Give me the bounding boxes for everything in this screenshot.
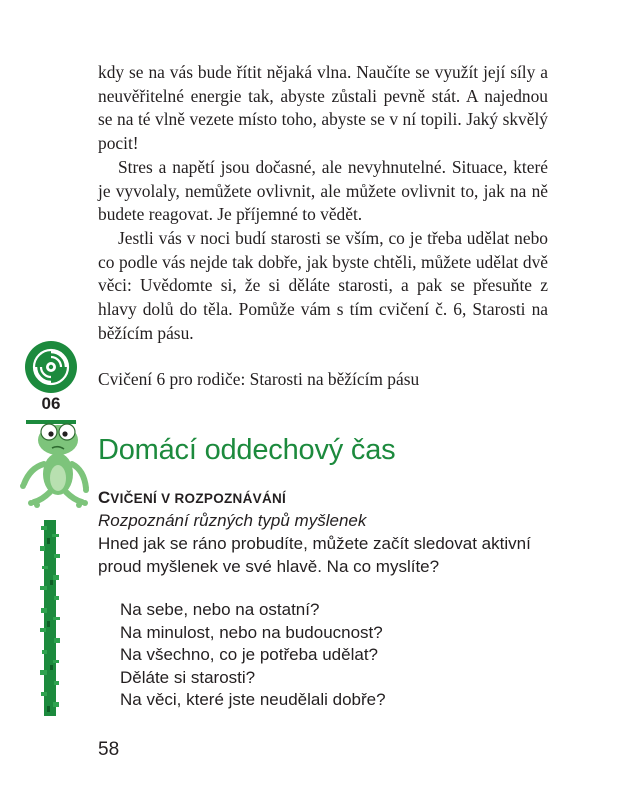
list-item: Na minulost, nebo na budoucnost?	[120, 622, 383, 642]
exercise-title-initial: C	[98, 488, 111, 507]
paragraph: Stres a napětí jsou dočasné, ale nevyhnutelné. Situace, které je vyvolaly, nemůžete ovlivnit, ale můžete ovlivnit to, jak na ně budete reagovat. Je příjemné to vědět.	[98, 156, 548, 225]
exercise-title-rest: VIČENÍ V ROZPOZNÁVÁNÍ	[110, 491, 287, 506]
audio-track-label: Cvičení 6 pro rodiče: Starosti na běžícím pásu	[98, 369, 420, 389]
list-item: Na věci, které jste neudělali dobře?	[120, 690, 386, 709]
section-title: Domácí oddechový čas	[98, 434, 396, 466]
paragraph: kdy se na vás bude řítit nějaká vlna. Naučíte se využít její síly a neuvěřitelné energie tak, abyste zůstali pevně stát. A najednou se na té vlně vezete místo toho, abyste se v ní topili. Jaký skvělý pocit!	[98, 62, 548, 154]
question-list	[120, 599, 386, 712]
list-item: Na všechno, co je potřeba udělat?	[120, 645, 379, 664]
frog-icon	[18, 418, 90, 518]
paragraph: Jestli vás v noci budí starosti se vším, co je třeba udělat nebo co podle vás nejde tak dobře, jak byste chtěli, můžete udělat dvě věci: Uvědomte si, že si děláte starosti, a pak se přesuňte z hlavy dolů do těla. Pomůže vám s tím cvičení č. 6, Starosti na běžícím pásu.	[98, 227, 548, 343]
body-text	[98, 61, 548, 345]
cd-disc-icon	[24, 340, 78, 394]
decorative-grass-stem	[38, 520, 62, 716]
page-number: 58	[98, 739, 120, 760]
exercise-title	[98, 487, 286, 511]
list-item: Děláte si starosti?	[120, 667, 256, 687]
cd-icon	[24, 340, 78, 399]
exercise-subtitle: Rozpoznání různých typů myšlenek	[98, 511, 367, 530]
list-item: Na sebe, nebo na ostatní?	[120, 600, 320, 619]
exercise-intro: Hned jak se ráno probudíte, můžete začít sledovat aktivní proud myšlenek ve své hlavě. Na co myslíte?	[98, 534, 531, 576]
track-number: 06	[41, 394, 61, 413]
